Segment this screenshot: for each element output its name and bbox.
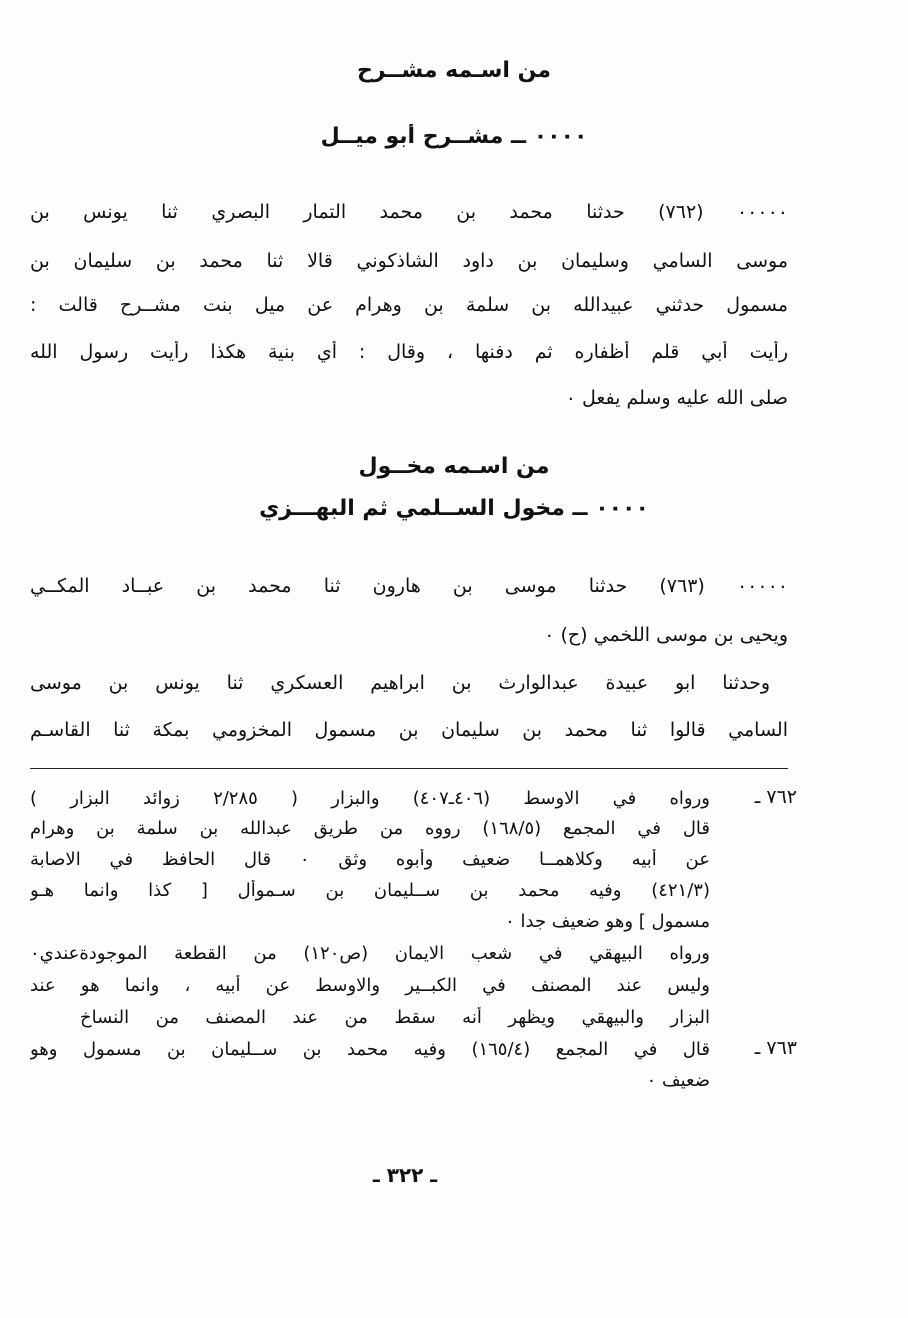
subheading-musharrah-abu-mail: ٠٠٠٠ ــ مشــرح أبو ميــل xyxy=(320,124,588,149)
hadith-763-line: السامي قالوا ثنا محمد بن سليمان بن مسمول المخزومي بمكة ثنا القاسـم xyxy=(30,719,788,741)
hadith-762-line: موسى السامي وسليمان بن داود الشاذكوني قالا ثنا محمد بن سليمان بن xyxy=(30,250,788,272)
footnote-line: وليس عند المصنف في الكبــير والاوسط عن أبيه ، وانما هو عند xyxy=(30,975,710,996)
hadith-762-line: مسمول حدثني عبيدالله بن سلمة بن وهرام عن ميل بنت مشــرح قالت : xyxy=(30,294,788,316)
footnote-line: قال في المجمع (١٦٥/٤) وفيه محمد بن ســليمان بن مسمول وهو xyxy=(30,1039,710,1060)
hadith-762-line: رأيت أبي قلم أظفاره ثم دفنها ، وقال : أي بنية هكذا رأيت رسول الله xyxy=(30,341,788,363)
footnote-line: (٤٢١/٣) وفيه محمد بن ســليمان بن سـموأل [ كذا وانما هـو xyxy=(30,880,710,901)
footnote-line: عن أبيه وكلاهمــا ضعيف وأبوه وثق ٠ قال الحافظ في الاصابة xyxy=(30,849,710,870)
footnote-divider xyxy=(30,768,788,769)
section-heading-musharrah: من اسـمه مشــرح xyxy=(356,58,552,83)
hadith-763-line: ٠٠٠٠٠ (٧٦٣) حدثنا موسى بن هارون ثنا محمد بن عبــاد المكــي xyxy=(30,575,788,597)
footnote-line: البزار والبيهقي ويظهر أنه سقط من عند المصنف من النساخ xyxy=(80,1007,710,1028)
footnote-line: ورواه البيهقي في شعب الايمان (ص١٢٠) من القطعة الموجودةعندي٠ xyxy=(30,943,710,964)
footnote-number: ٧٦٢ ـ xyxy=(754,786,797,808)
subheading-makhul-al-sulami: ٠٠٠٠ ــ مخول الســلمي ثم البهـــزي xyxy=(259,496,649,521)
footnote-number: ٧٦٣ ـ xyxy=(754,1037,797,1059)
hadith-763-line: ويحيى بن موسى اللخمي (ح) ٠ xyxy=(544,624,788,646)
footnote-line: مسمول ] وهو ضعيف جدا ٠ xyxy=(505,911,710,932)
footnote-line: قال في المجمع (١٦٨/٥) رووه من طريق عبدالله بن سلمة بن وهرام xyxy=(30,818,710,839)
hadith-762-line: ٠٠٠٠٠ (٧٦٢) حدثنا محمد بن محمد التمار البصري ثنا يونس بن xyxy=(30,201,788,223)
footnote-line: ضعيف ٠ xyxy=(646,1070,710,1091)
hadith-762-line: صلى الله عليه وسلم يفعل ٠ xyxy=(565,387,788,409)
section-heading-makhul: من اسـمه مخــول xyxy=(358,454,550,479)
footnote-line: ورواه في الاوسط (٤٠٦ـ٤٠٧) والبزار ( ٢/٢٨٥ زوائد البزار ) xyxy=(30,788,710,809)
hadith-763-line: وحدثنا ابو عبيدة عبدالوارث بن ابراهيم العسكري ثنا يونس بن موسى xyxy=(30,672,770,694)
page-number: ـ ٣٢٢ ـ xyxy=(372,1163,438,1187)
